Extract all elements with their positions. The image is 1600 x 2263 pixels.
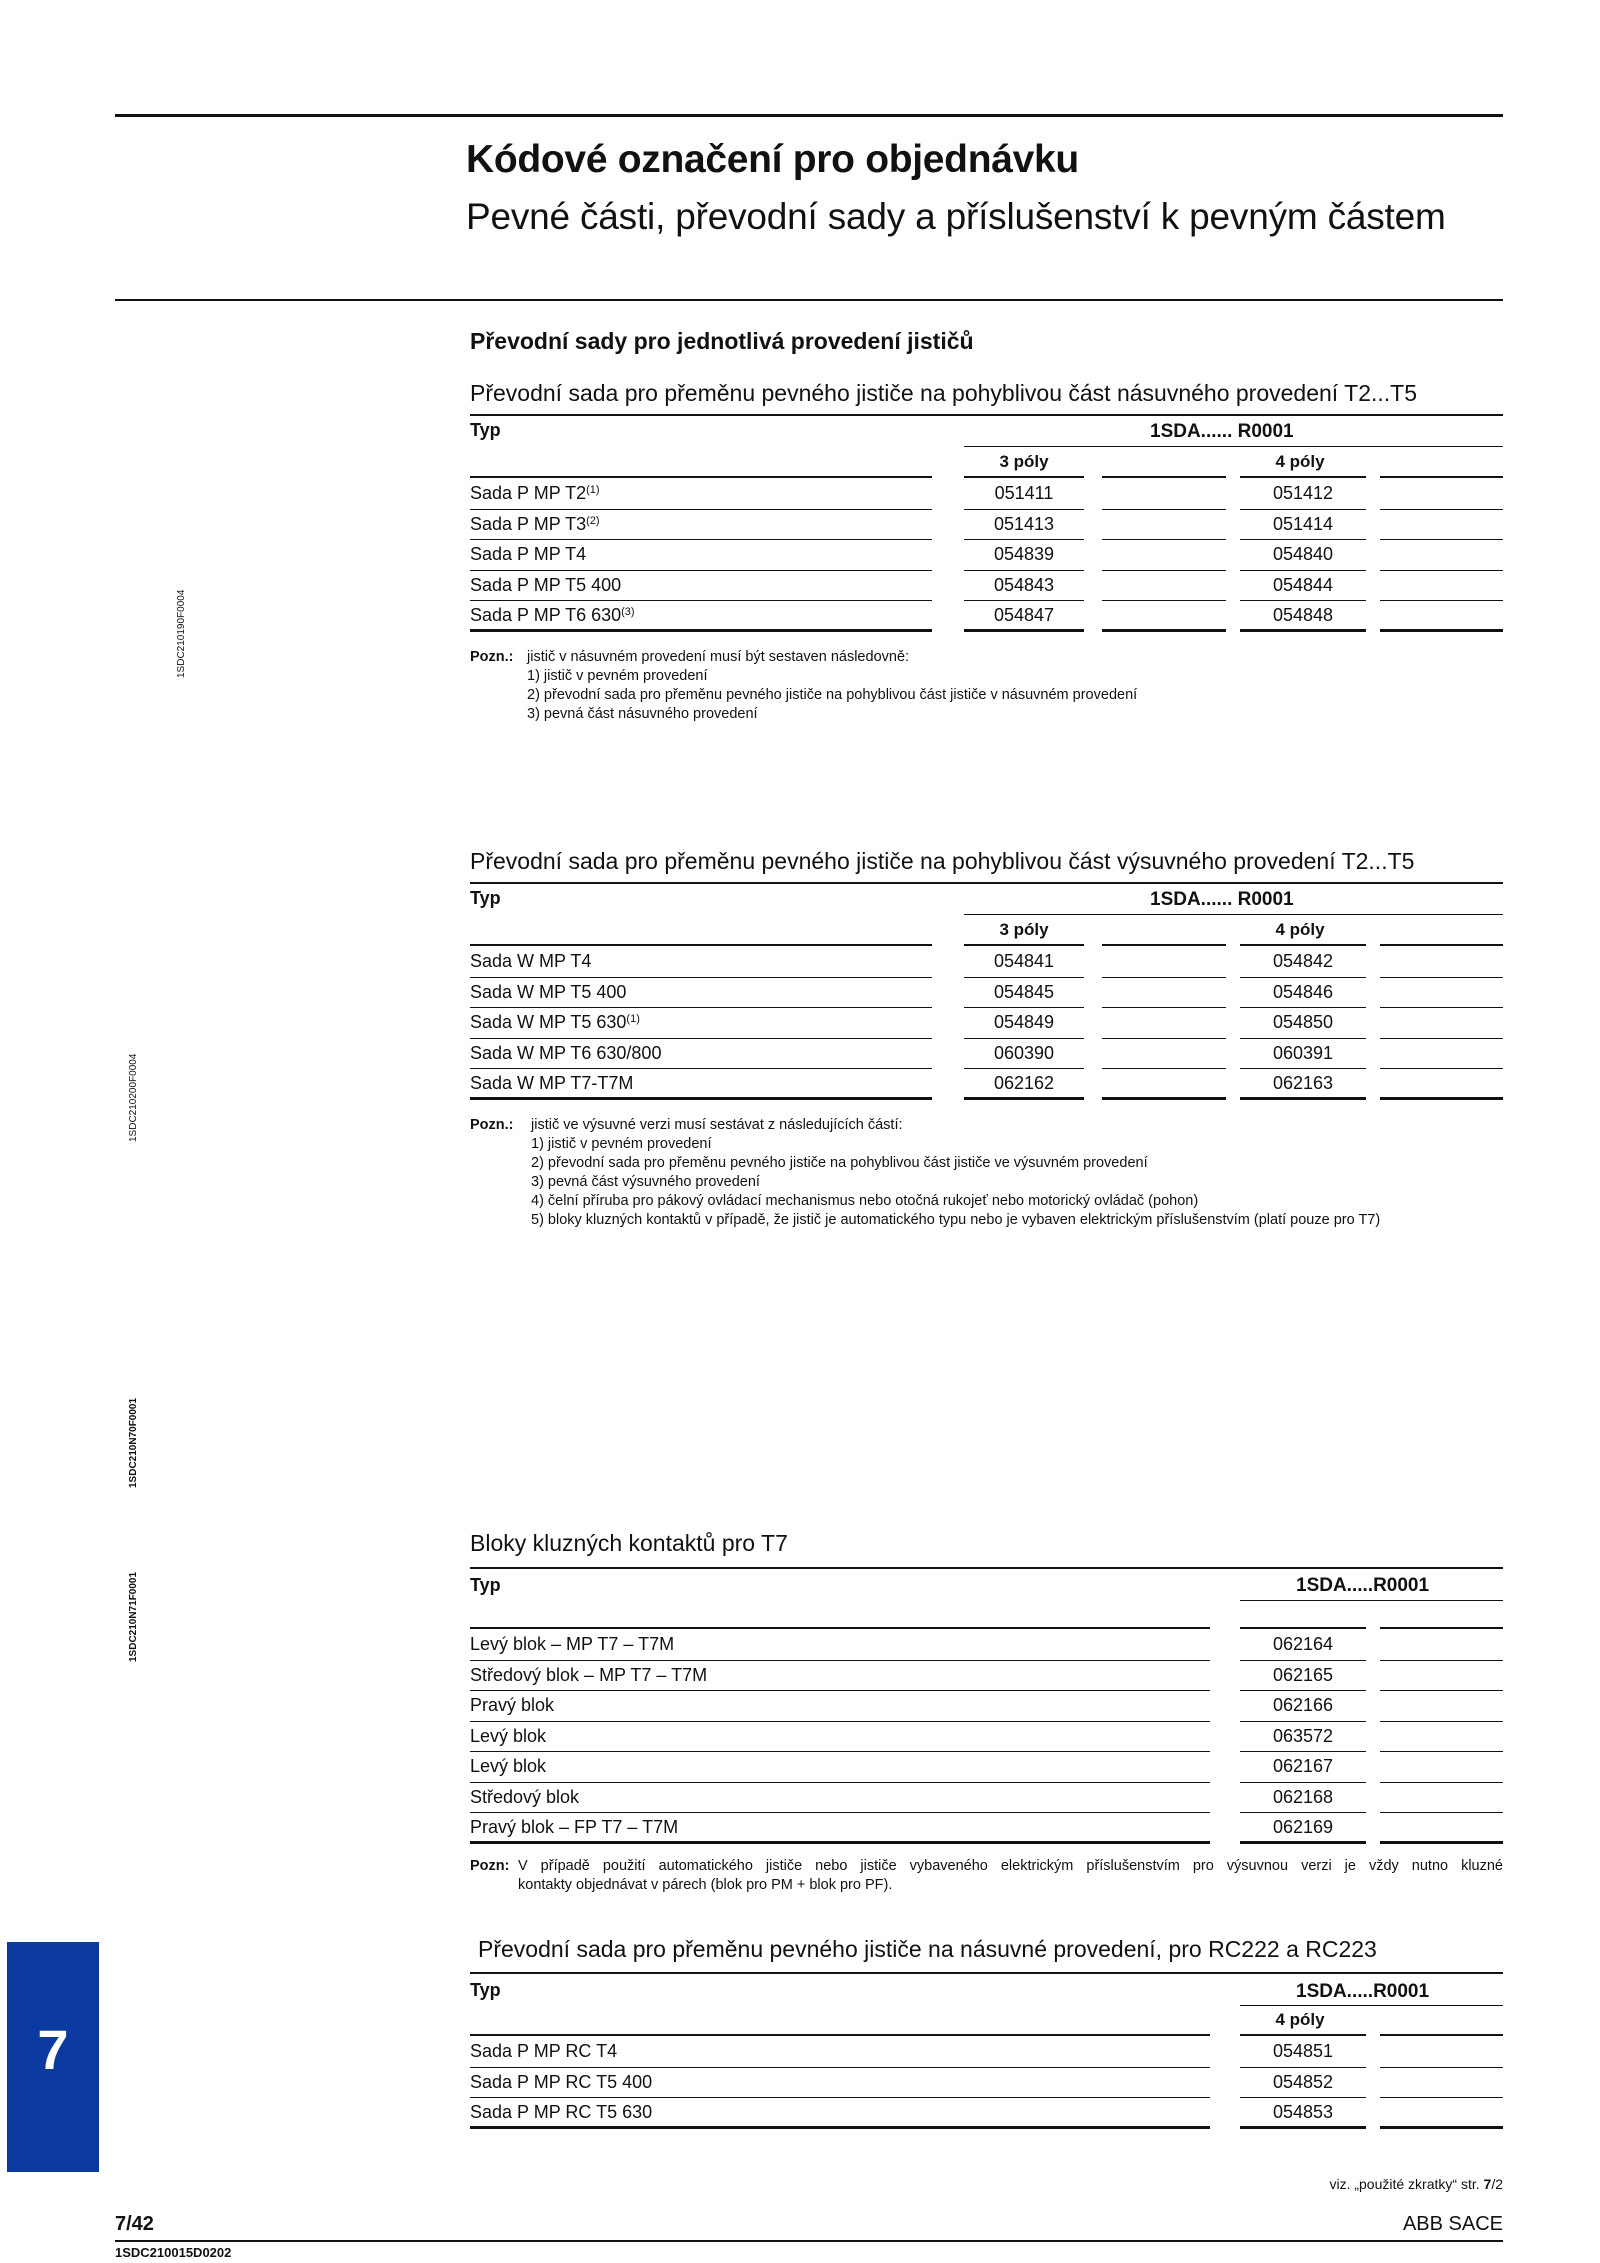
- row-rule: [1102, 1068, 1226, 1069]
- code-4-poles: 054848: [1272, 605, 1334, 625]
- order-code: 062167: [1272, 1756, 1334, 1776]
- row-label: Pravý blok – FP T7 – T7M: [470, 1817, 679, 1837]
- code-header: 1SDA.....R0001: [1296, 1575, 1430, 1596]
- row-rule: [1102, 1007, 1226, 1008]
- row-label: Středový blok – MP T7 – T7M: [470, 1664, 708, 1685]
- code-3-poles: 062162: [993, 1073, 1055, 1093]
- code-header: 1SDA...... R0001: [1150, 889, 1294, 910]
- row-label: Středový blok: [470, 1786, 580, 1807]
- code-header: 1SDA.....R0001: [1296, 1981, 1430, 2002]
- brand-name: ABB SACE: [1402, 2213, 1503, 2235]
- header-rule: [1380, 1627, 1503, 1629]
- code-4-poles: 054844: [1272, 574, 1334, 595]
- note-line: 1) jistič v pevném provedení: [527, 668, 708, 684]
- note-label: Pozn:: [470, 1858, 510, 1874]
- row-label: Pravý blok: [470, 1695, 555, 1715]
- top-rule: [115, 114, 1503, 117]
- row-rule: [1102, 977, 1226, 978]
- side-code: 1SDC210200F0004: [128, 1053, 139, 1142]
- row-rule: [470, 1097, 932, 1100]
- code-3-poles: 054847: [993, 605, 1055, 625]
- col-4-poles: 4 póly: [1275, 2010, 1325, 2029]
- order-code: 062168: [1272, 1786, 1334, 1807]
- row-rule: [1240, 1841, 1366, 1844]
- col-3-poles: 3 póly: [999, 452, 1049, 471]
- table-title: Převodní sada pro přeměnu pevného jističe na pohyblivou část výsuvného provedení T2...T5: [470, 848, 1415, 874]
- code-3-poles: 054845: [993, 981, 1055, 1002]
- table-title: Bloky kluzných kontaktů pro T7: [470, 1530, 788, 1556]
- code-4-poles: 051412: [1272, 483, 1334, 503]
- header-rule: [1102, 944, 1226, 946]
- order-code: 054851: [1272, 2041, 1334, 2061]
- code-3-poles: 051413: [993, 513, 1055, 534]
- note-line: 4) čelní příruba pro pákový ovládací mechanismus nebo otočná rukojeť nebo motorický ovládač (pohon): [531, 1193, 1199, 1209]
- table-title: Převodní sada pro přeměnu pevného jističe na násuvné provedení, pro RC222 a RC223: [478, 1936, 1377, 1962]
- code-4-poles: 054842: [1272, 951, 1334, 971]
- row-label: Sada P MP T3$^{(2)}$: [470, 513, 600, 534]
- row-label: Sada W MP T7-T7M: [470, 1073, 634, 1093]
- table-title: Převodní sada pro přeměnu pevného jističe na pohyblivou část násuvného provedení T2...T5: [470, 380, 1418, 406]
- page-subtitle: Pevné části, převodní sady a příslušenství k pevným částem: [466, 196, 1446, 237]
- col-4-poles: 4 póly: [1275, 452, 1325, 471]
- note-line: 1) jistič v pevném provedení: [531, 1136, 712, 1152]
- row-rule: [1380, 539, 1503, 540]
- note-line: 2) převodní sada pro přeměnu pevného jističe na pohyblivou část jističe v násuvném provedení: [527, 687, 1138, 703]
- type-label: Typ: [470, 1980, 501, 2000]
- row-rule: [1380, 1751, 1503, 1752]
- row-rule: [1380, 1841, 1503, 1844]
- row-rule: [1380, 1038, 1503, 1039]
- row-rule: [1380, 1068, 1503, 1069]
- chapter-tab: [7, 1942, 99, 2172]
- note-line: 2) převodní sada pro přeměnu pevného jističe na pohyblivou část jističe ve výsuvném provedení: [531, 1155, 1148, 1171]
- order-code: 054852: [1272, 2071, 1334, 2092]
- row-label: Sada W MP T6 630/800: [470, 1042, 662, 1063]
- row-rule: [1102, 539, 1226, 540]
- header-rule: [1380, 2034, 1503, 2036]
- row-rule: [1380, 1007, 1503, 1008]
- note-label: Pozn.:: [470, 649, 514, 665]
- row-rule: [1380, 2067, 1503, 2068]
- code-header-rule: [1240, 2005, 1503, 2006]
- section-heading: Převodní sady pro jednotlivá provedení jističů: [470, 328, 974, 354]
- header-bottom-rule: [115, 299, 1503, 301]
- col-4-poles: 4 póly: [1275, 920, 1325, 939]
- row-label: Sada W MP T5 630$^{(1)}$: [470, 1012, 640, 1032]
- row-rule: [1380, 509, 1503, 510]
- side-code: 1SDC210190F0004: [176, 589, 187, 678]
- row-rule: [1380, 1097, 1503, 1100]
- order-code: 062165: [1272, 1664, 1334, 1685]
- note-text: [527, 648, 1137, 724]
- code-header-rule: [964, 914, 1503, 915]
- page-title: Kódové označení pro objednávku: [466, 138, 1079, 181]
- row-rule: [470, 629, 932, 632]
- title-rule: [470, 882, 1503, 884]
- code-3-poles: 054843: [993, 574, 1055, 595]
- code-4-poles: 051414: [1272, 513, 1334, 534]
- side-code: 1SDC210N71F0001: [128, 1571, 139, 1662]
- row-label: Sada P MP T6 630$^{(3)}$: [470, 605, 635, 625]
- row-rule: [1240, 629, 1366, 632]
- row-rule: [1102, 600, 1226, 601]
- row-rule: [1240, 1097, 1366, 1100]
- order-code: 062164: [1272, 1634, 1334, 1654]
- code-4-poles: 060391: [1272, 1042, 1334, 1063]
- header-rule: [1380, 944, 1503, 946]
- row-rule: [1380, 600, 1503, 601]
- row-rule: [1240, 2126, 1366, 2129]
- row-rule: [1380, 570, 1503, 571]
- title-rule: [470, 414, 1503, 416]
- row-rule: [1380, 2126, 1503, 2129]
- row-label: Levý blok: [470, 1756, 547, 1776]
- row-rule: [1380, 1721, 1503, 1722]
- row-rule: [1102, 570, 1226, 571]
- row-rule: [1380, 629, 1503, 632]
- row-label: Sada P MP RC T5 630: [470, 2102, 653, 2122]
- order-code: 062166: [1272, 1695, 1334, 1715]
- note-text: [531, 1116, 1380, 1230]
- row-rule: [1380, 1782, 1503, 1783]
- code-3-poles: 051411: [994, 483, 1054, 503]
- header-rule: [1102, 476, 1226, 478]
- code-4-poles: 054850: [1272, 1012, 1334, 1032]
- code-header-rule: [1240, 1600, 1503, 1601]
- row-rule: [964, 629, 1084, 632]
- note-line: jistič v násuvném provedení musí být sestaven následovně:: [527, 649, 910, 665]
- note-label: Pozn.:: [470, 1117, 514, 1133]
- row-rule: [1102, 1038, 1226, 1039]
- title-rule: [470, 1972, 1503, 1974]
- row-label: Levý blok – MP T7 – T7M: [470, 1634, 675, 1654]
- header-rule: [1380, 476, 1503, 478]
- row-label: Sada P MP T4: [470, 544, 587, 564]
- note-line: jistič ve výsuvné verzi musí sestávat z následujících částí:: [531, 1117, 903, 1133]
- note-line: 3) pevná část násuvného provedení: [527, 706, 758, 722]
- footer-rule: [115, 2240, 1503, 2242]
- order-code: 063572: [1272, 1725, 1334, 1746]
- code-3-poles: 054841: [993, 951, 1055, 971]
- code-3-poles: 060390: [993, 1042, 1055, 1063]
- code-3-poles: 054839: [993, 544, 1055, 564]
- row-rule: [964, 1097, 1084, 1100]
- order-code: 054853: [1272, 2102, 1334, 2122]
- type-label: Typ: [470, 888, 501, 908]
- page-number: 7/42: [115, 2213, 154, 2235]
- type-label: Typ: [470, 420, 501, 440]
- row-rule: [470, 2126, 1210, 2129]
- row-rule: [1102, 1097, 1226, 1100]
- col-3-poles: 3 póly: [999, 920, 1049, 939]
- note-text: [518, 1857, 1503, 1895]
- doc-code: 1SDC210015D0202: [115, 2245, 232, 2260]
- row-label: Sada P MP RC T5 400: [470, 2071, 653, 2092]
- code-4-poles: 062163: [1272, 1073, 1334, 1093]
- order-code: 062169: [1272, 1817, 1334, 1837]
- row-label: Sada P MP RC T4: [470, 2041, 618, 2061]
- chapter-number: 7: [37, 2018, 69, 2081]
- row-rule: [470, 1841, 1210, 1844]
- note-line: 3) pevná část výsuvného provedení: [531, 1174, 760, 1190]
- row-rule: [1380, 1812, 1503, 1813]
- note-line: kontakty objednávat v párech (blok pro PM + blok pro PF).: [518, 1877, 893, 1893]
- row-rule: [1380, 2097, 1503, 2098]
- note-line: 5) bloky kluzných kontaktů v případě, že jistič je automatického typu nebo je vybaven elektrickým příslušenstvím (platí pouze pro T7): [531, 1212, 1381, 1228]
- row-label: Sada P MP T2$^{(1)}$: [470, 483, 600, 503]
- type-label: Typ: [470, 1575, 501, 1595]
- code-4-poles: 054840: [1272, 544, 1334, 564]
- row-rule: [1380, 1690, 1503, 1691]
- row-rule: [1102, 509, 1226, 510]
- note-line: V případě použití automatického jističe nebo jističe vybaveného elektrickým příslušenstvím pro výsuvnou verzi je vždy nutno kluzné: [518, 1858, 1503, 1874]
- title-rule: [470, 1567, 1503, 1569]
- code-3-poles: 054849: [993, 1012, 1055, 1032]
- code-header-rule: [964, 446, 1503, 447]
- code-4-poles: 054846: [1272, 981, 1334, 1002]
- row-label: Sada W MP T5 400: [470, 981, 627, 1002]
- row-rule: [1102, 629, 1226, 632]
- code-header: 1SDA...... R0001: [1150, 421, 1294, 442]
- row-label: Sada W MP T4: [470, 951, 592, 971]
- row-rule: [1380, 1660, 1503, 1661]
- abbreviations-note: viz. „použité zkratky“ str. 7/2: [1329, 2176, 1503, 2192]
- row-rule: [1380, 977, 1503, 978]
- side-code: 1SDC210N70F0001: [128, 1397, 139, 1488]
- row-label: Sada P MP T5 400: [470, 574, 622, 595]
- row-label: Levý blok: [470, 1725, 547, 1746]
